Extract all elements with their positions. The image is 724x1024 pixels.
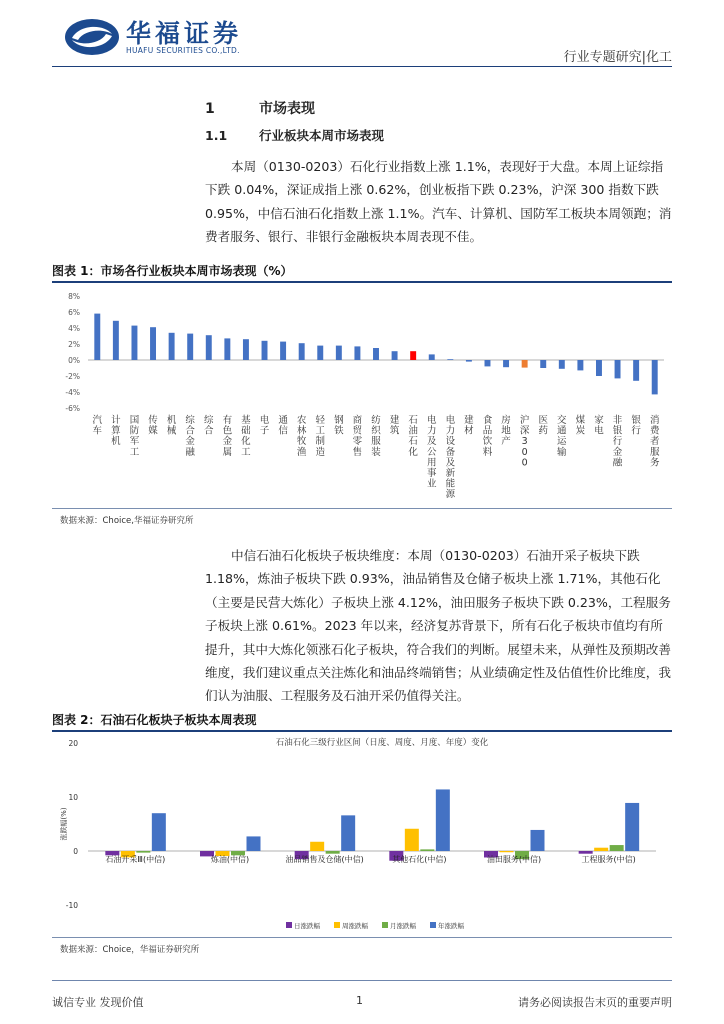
footer-slogan: 诚信专业 发现价值 [52,996,144,1009]
bar [150,327,156,360]
x-tick-label: 油田服务(中信) [486,855,542,864]
figure-2-top-rule [52,730,672,732]
paragraph-text: 本周（0130-0203）石化行业指数上涨 1.1%，表现好于大盘。本周上证综指下跌 0.04%，深证成指上涨 0.62%，创业板指下跌 0.23%，沪深 300 指数下跌 0.95%，中信石油石化指数上涨 1.1%。汽车、计算机、国防军工板块本周领跑；消费者服务、银行、非银行金融板块本周表现不佳。 [205,159,672,245]
y-tick-label: 2% [68,340,80,349]
figure-1-bottom-rule [52,508,672,509]
figure-2-title: 图表 2：石油石化板块子板块本周表现 [52,713,257,727]
x-tick-label: 传媒 [148,415,158,437]
figure-2-bottom-rule [52,937,672,938]
x-tick-label: 炼油(中信) [210,855,250,864]
header-divider [52,66,672,67]
bar [652,360,658,394]
bar [503,360,509,367]
x-tick-label: 医药 [538,415,548,437]
legend-swatch [286,922,292,928]
bar [485,360,491,366]
x-tick-label: 油品销售及仓储(中信) [285,855,364,864]
legend-label: 月涨跌幅 [390,922,416,930]
bar [354,346,360,360]
x-tick-label: 煤炭 [575,415,586,437]
x-tick-label: 非银行金融 [612,415,623,469]
x-tick-label: 基础化工 [241,415,251,458]
y-tick-label: 8% [68,292,80,301]
y-tick-label: 6% [68,308,80,317]
y-tick-label: 20 [68,739,78,748]
x-tick-label: 交通运输 [557,415,567,458]
y-tick-label: -6% [65,404,80,413]
figure-1-source: 数据来源：Choice,华福证券研究所 [60,516,194,526]
legend-swatch [382,922,388,928]
bar [317,346,323,360]
bar [405,829,419,851]
bar [579,851,593,854]
x-tick-label: 钢铁 [334,415,344,437]
section-heading-1 [205,98,315,118]
x-tick-label: 电力设备及新能源 [445,415,456,501]
x-tick-label: 石油石化 [408,415,418,458]
bar [410,351,416,360]
bar [326,851,340,854]
brand-name: 华福证券 [126,19,243,48]
bar [392,351,398,360]
x-tick-label: 农林牧渔 [296,415,307,458]
section-heading-1-1 [205,126,384,144]
bar [596,360,602,376]
bar [540,360,546,368]
x-tick-label: 房地产 [501,415,511,448]
bar [594,848,608,851]
y-tick-label: 0 [73,847,78,856]
bar [610,845,624,851]
subsection-number: 1.1 [205,128,228,143]
subsection-title: 行业板块本周市场表现 [259,128,385,143]
bar [280,342,286,360]
x-tick-label: 食品饮料 [482,415,493,458]
bar [615,360,621,378]
figure-2-source: 数据来源：Choice，华福证券研究所 [60,945,200,955]
paragraph-text: 中信石油石化板块子板块维度：本周（0130-0203）石油开采子板块下跌 1.18%，炼油子板块下跌 0.93%，油品销售及仓储子板块上涨 1.71%，其他石化（主要是民营大炼化）子板块上涨 4.12%，油田服务子板块下跌 0.23%，工程服务子板块上涨 0.61%。2023 年以来，经济复苏背景下，所有石化子板块市值均有所提升，其中大炼化领涨石化子板块，符合我们的判断。展望未来，从弹性及预期改善维度，我们建议重点关注炼化和油品终端销售；从业绩确定性及估值性价比维度，我们认为油服、工程服务及石油开采仍值得关注。 [205,548,671,704]
bar [247,836,261,851]
y-tick-label: -2% [65,372,80,381]
x-tick-label: 石油开采Ⅲ(中信) [105,855,166,864]
x-tick-label: 国防军工 [129,415,140,458]
bar [262,341,268,360]
y-tick-label: -10 [65,901,78,910]
bar [420,849,434,851]
footer-disclaimer: 请务必阅读报告末页的重要声明 [518,996,672,1009]
x-tick-label: 电力及公用事业 [426,415,437,490]
bar [336,346,342,360]
bar [500,851,514,852]
x-tick-label: 电子 [259,415,270,437]
bar [559,360,565,369]
x-tick-label: 纺织服装 [371,415,381,458]
bar [131,326,137,360]
x-tick-label: 轻工制造 [315,415,326,458]
report-type: 行业专题研究|化工 [563,50,672,65]
chart-title: 石油石化三级行业区间（日度、周度、月度、年度）变化 [275,738,489,748]
industry-performance-chart [52,284,672,506]
x-tick-label: 建筑 [389,415,400,437]
x-tick-label: 建材 [464,415,474,437]
bar [310,842,324,851]
bar [522,360,528,368]
bar [429,354,435,360]
x-tick-label: 家电 [594,415,604,437]
bar [633,360,639,381]
section-number: 1 [205,101,215,117]
x-tick-label: 银行 [631,415,641,437]
bar [113,321,119,360]
bar [187,334,193,360]
bar [373,348,379,360]
legend-label: 周涨跌幅 [342,922,368,930]
x-tick-label: 计算机 [111,415,121,448]
legend-swatch [430,922,436,928]
paragraph-market-summary [205,155,675,249]
bar [94,314,100,360]
x-tick-label: 工程服务(中信) [581,855,636,864]
bar [625,803,639,851]
x-tick-label: 沪深 3 0 0 [519,415,530,469]
petrochemical-subsector-chart [52,733,672,933]
bar [152,813,166,851]
section-title: 市场表现 [259,101,315,117]
legend-swatch [334,922,340,928]
bar [447,359,453,360]
y-axis-label: 涨跌幅(%) [60,807,68,841]
x-tick-label: 综合 [204,415,214,437]
bar [299,343,305,360]
footer-divider [52,980,672,981]
paragraph-subsector-analysis [205,544,675,708]
y-tick-label: 10 [68,793,78,802]
y-tick-label: 4% [68,324,80,333]
huafu-logo-icon [64,18,120,56]
x-tick-label: 商贸零售 [352,415,363,458]
x-tick-label: 综合金融 [185,415,195,458]
legend-label: 日涨跌幅 [294,922,320,930]
x-tick-label: 有色金属 [222,415,233,458]
x-tick-label: 汽车 [92,415,103,437]
x-tick-label: 机械 [166,415,177,437]
x-tick-label: 通信 [278,415,288,437]
legend-label: 年涨跌幅 [438,922,464,930]
y-tick-label: -4% [65,388,80,397]
bar [341,815,355,851]
bar [136,851,150,853]
bar [206,335,212,360]
figure-1-title: 图表 1：市场各行业板块本周市场表现（%） [52,264,293,278]
bar [224,338,230,360]
y-tick-label: 0% [68,356,80,365]
bar [436,789,450,851]
bar [169,333,175,360]
x-tick-label: 消费者服务 [649,415,660,469]
x-tick-label: 其他石化(中信) [392,855,447,864]
bar [577,360,583,370]
brand-name-en: HUAFU SECURITIES CO.,LTD. [126,46,240,55]
page-number: 1 [356,994,363,1007]
figure-1-top-rule [52,281,672,283]
bar [243,339,249,360]
bar [466,360,472,362]
bar [531,830,545,851]
